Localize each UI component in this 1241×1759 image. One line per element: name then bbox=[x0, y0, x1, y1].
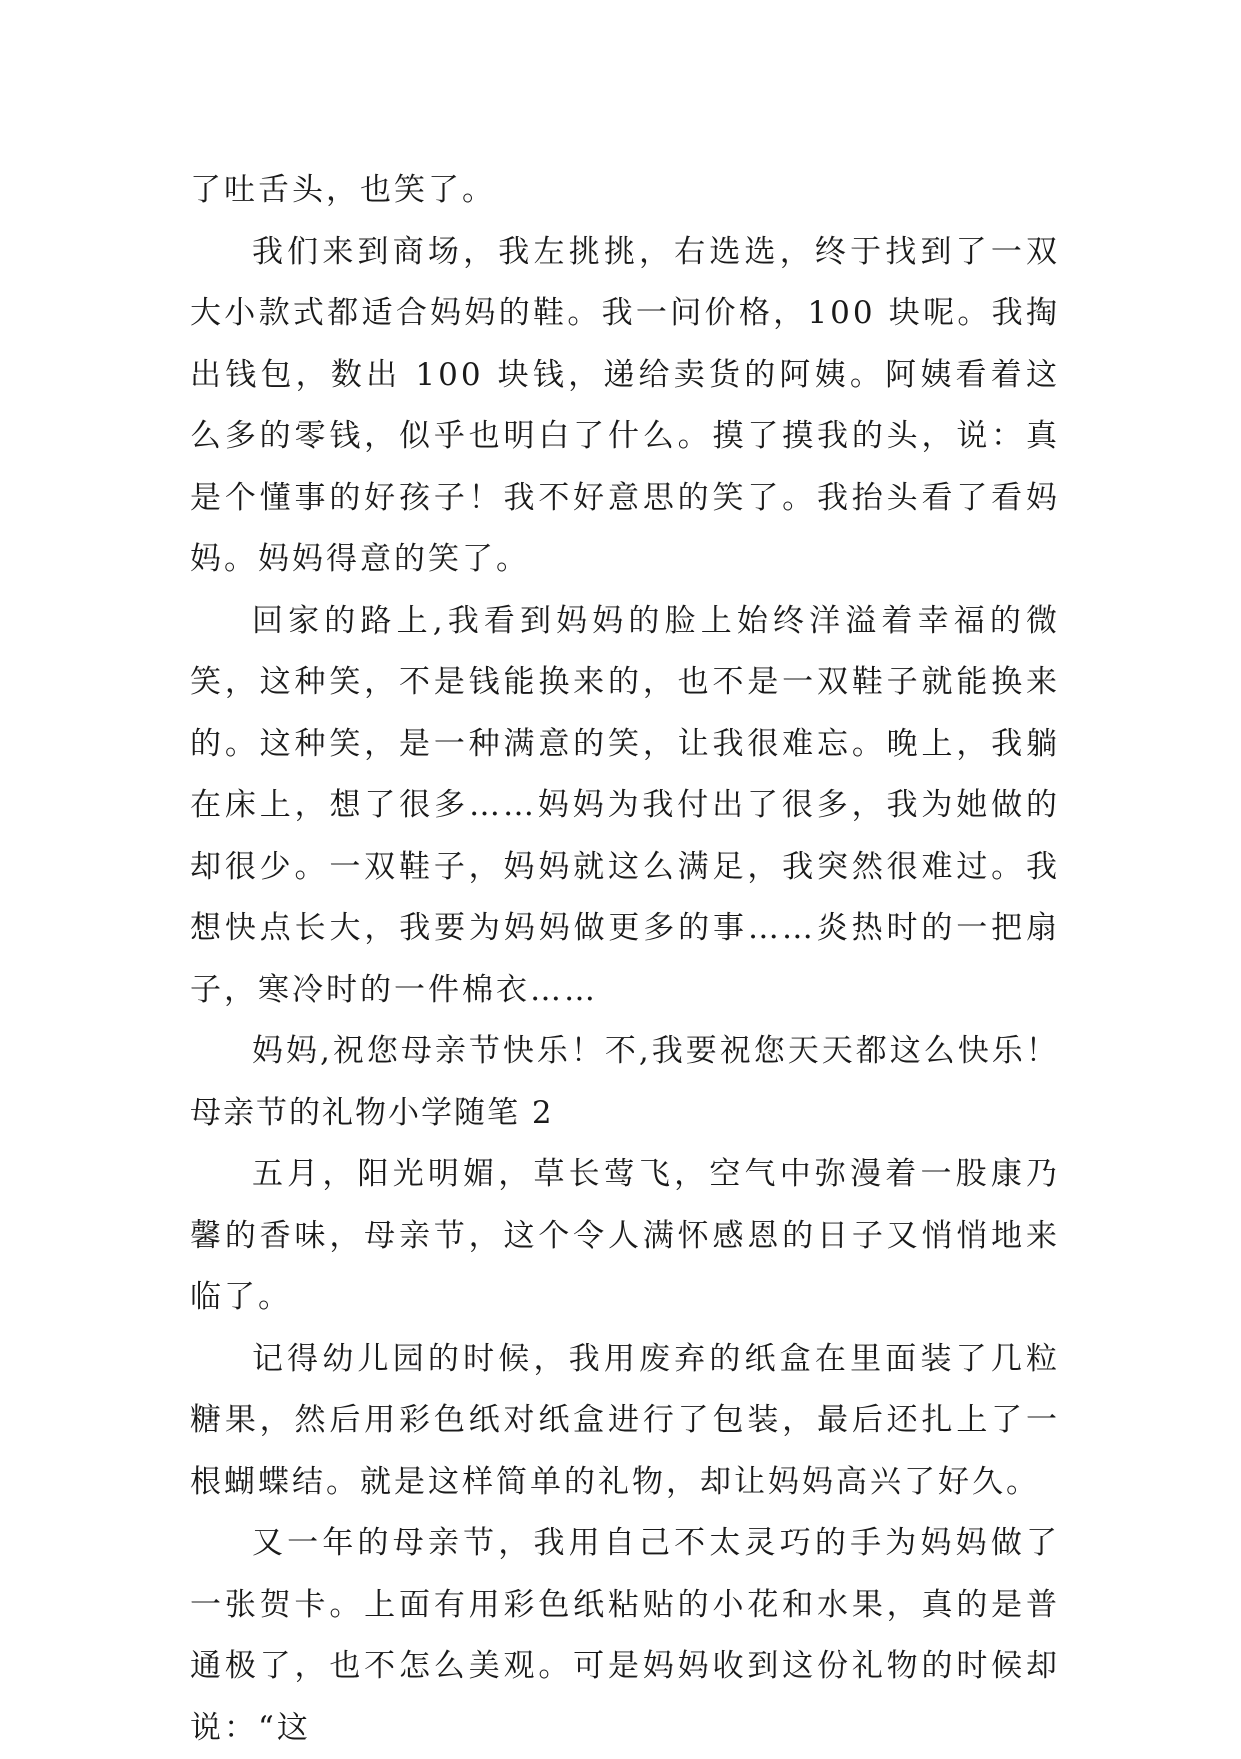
paragraph-greeting-card: 又一年的母亲节，我用自己不太灵巧的手为妈妈做了一张贺卡。上面有用彩色纸粘贴的小花和水果，真的是普通极了，也不怎么美观。可是妈妈收到这份礼物的时候却说：“这 bbox=[190, 1525, 1060, 1746]
paragraph-may: 五月，阳光明媚，草长莺飞，空气中弥漫着一股康乃馨的香味，母亲节，这个令人满怀感恩的日子又悄悄地来临了。 bbox=[190, 1156, 1060, 1315]
paragraph-shopping: 我们来到商场，我左挑挑，右选选，终于找到了一双大小款式都适合妈妈的鞋。我一问价格，100 块呢。我掏出钱包，数出 100 块钱，递给卖货的阿姨。阿姨看着这么多的零钱，似乎也明白了什么。摸了摸我的头，说：真是个懂事的好孩子！我不好意思的笑了。我抬头看了看妈妈。妈妈得意的笑了。 bbox=[190, 233, 1060, 577]
document-body bbox=[190, 160, 1060, 1759]
paragraph-kindergarten: 记得幼儿园的时候，我用废弃的纸盒在里面装了几粒糖果，然后用彩色纸对纸盒进行了包装，最后还扎上了一根蝴蝶结。就是这样简单的礼物，却让妈妈高兴了好久。 bbox=[190, 1340, 1060, 1500]
section-title: 母亲节的礼物小学随笔 2 bbox=[190, 1094, 554, 1131]
paragraph-way-home: 回家的路上,我看到妈妈的脸上始终洋溢着幸福的微笑，这种笑，不是钱能换来的，也不是一双鞋子就能换来的。这种笑，是一种满意的笑，让我很难忘。晚上，我躺在床上，想了很多……妈妈为我付出了很多，我为她做的却很少。一双鞋子，妈妈就这么满足，我突然很难过。我想快点长大，我要为妈妈做更多的事……炎热时的一把扇子，寒冷时的一件棉衣…… bbox=[190, 602, 1060, 1008]
paragraph-continued: 了吐舌头，也笑了。 bbox=[190, 172, 496, 208]
paragraph-wish: 妈妈,祝您母亲节快乐！不,我要祝您天天都这么快乐！ bbox=[252, 1033, 1060, 1069]
